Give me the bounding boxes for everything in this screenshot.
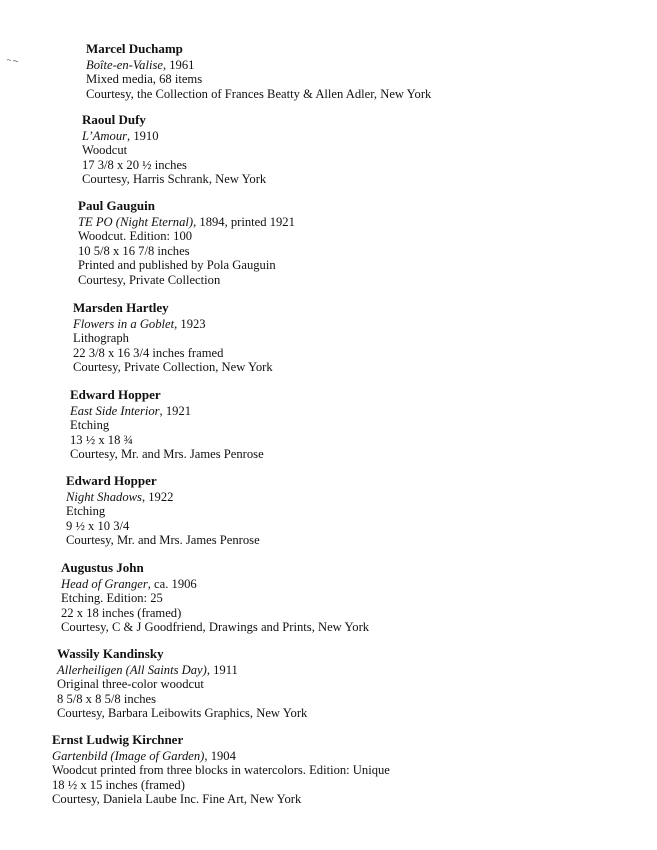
detail-line: 10 5/8 x 16 7/8 inches [78, 243, 190, 258]
artwork-date: , 1922 [141, 489, 174, 504]
detail-line: Woodcut. Edition: 100 [78, 229, 193, 244]
artwork-date: , 1904 [204, 748, 236, 763]
artwork-date: , 1923 [174, 316, 206, 331]
detail-line: Courtesy, Harris Schrank, New York [82, 172, 267, 187]
detail-line: Etching [70, 418, 110, 433]
artist-name: Raoul Dufy [82, 112, 146, 127]
artwork-entry [57, 647, 307, 721]
title-line [57, 663, 307, 678]
artwork-date: , 1911 [206, 662, 238, 677]
title-line [82, 129, 266, 144]
detail-line: Courtesy, Private Collection [78, 272, 221, 287]
detail-line: Woodcut printed from three blocks in watercolors. Edition: Unique [52, 763, 390, 778]
artwork-entry [70, 388, 264, 462]
title-line [61, 577, 369, 592]
artist-name: Marsden Hartley [73, 300, 169, 315]
artwork-entry [86, 42, 431, 101]
title-line [52, 749, 390, 764]
title-line [86, 58, 431, 73]
artist-name: Augustus John [61, 560, 144, 575]
detail-line: 17 3/8 x 20 ½ inches [82, 157, 187, 172]
scan-mark [6, 58, 20, 64]
artwork-entry [52, 733, 390, 807]
detail-line: Courtesy, C & J Goodfriend, Drawings and Prints, New York [61, 620, 370, 635]
artist-name: Ernst Ludwig Kirchner [52, 732, 184, 747]
artist-name: Paul Gauguin [78, 198, 155, 213]
detail-line: 13 ½ x 18 ¾ [70, 432, 133, 447]
detail-line: 22 3/8 x 16 3/4 inches framed [73, 345, 224, 360]
artwork-title: Allerheiligen (All Saints Day) [57, 662, 207, 677]
artwork-date: , 1961 [162, 57, 195, 72]
title-line [73, 317, 273, 332]
detail-line: Printed and published by Pola Gauguin [78, 258, 276, 273]
title-line [70, 404, 264, 419]
detail-line: Original three-color woodcut [57, 677, 204, 692]
artwork-date: , 1921 [159, 403, 192, 418]
artwork-title: Head of Granger [61, 576, 148, 591]
detail-line: Mixed media, 68 items [86, 72, 203, 87]
detail-line: Etching. Edition: 25 [61, 591, 163, 606]
detail-line: Lithograph [73, 331, 129, 346]
artwork-entry [78, 199, 295, 288]
artwork-title: Night Shadows [66, 489, 142, 504]
artwork-entry [61, 561, 369, 635]
artwork-date: , ca. 1906 [147, 576, 197, 591]
detail-line: Courtesy, Daniela Laube Inc. Fine Art, New York [52, 792, 302, 807]
artist-name: Edward Hopper [66, 473, 157, 488]
detail-line: 18 ½ x 15 inches (framed) [52, 777, 185, 792]
title-line [78, 215, 295, 230]
artwork-date: , 1894, printed 1921 [193, 214, 295, 229]
detail-line: Woodcut [82, 143, 128, 158]
detail-line: Courtesy, the Collection of Frances Beatty & Allen Adler, New York [86, 86, 432, 101]
artwork-title: Flowers in a Goblet [73, 316, 175, 331]
artwork-date: , 1910 [127, 128, 159, 143]
artwork-title: Gartenbild (Image of Garden) [52, 748, 205, 763]
detail-line: Courtesy, Barbara Leibowits Graphics, New York [57, 706, 308, 721]
artwork-title: TE PO (Night Eternal) [78, 214, 194, 229]
detail-line: Courtesy, Mr. and Mrs. James Penrose [66, 533, 260, 548]
detail-line: Courtesy, Mr. and Mrs. James Penrose [70, 447, 264, 462]
artwork-entry [73, 301, 273, 375]
detail-line: Etching [66, 504, 106, 519]
detail-line: 8 5/8 x 8 5/8 inches [57, 691, 156, 706]
detail-line: Courtesy, Private Collection, New York [73, 360, 273, 375]
detail-line: 9 ½ x 10 3/4 [66, 518, 130, 533]
artist-name: Marcel Duchamp [86, 41, 183, 56]
detail-line: 22 x 18 inches (framed) [61, 605, 182, 620]
artwork-title: Boîte-en-Valise [86, 57, 163, 72]
artwork-title: East Side Interior [70, 403, 160, 418]
title-line [66, 490, 260, 505]
artwork-title: L’Amour [82, 128, 128, 143]
artwork-entry [82, 113, 266, 187]
artist-name: Edward Hopper [70, 387, 161, 402]
artwork-entry [66, 474, 260, 548]
artist-name: Wassily Kandinsky [57, 646, 164, 661]
